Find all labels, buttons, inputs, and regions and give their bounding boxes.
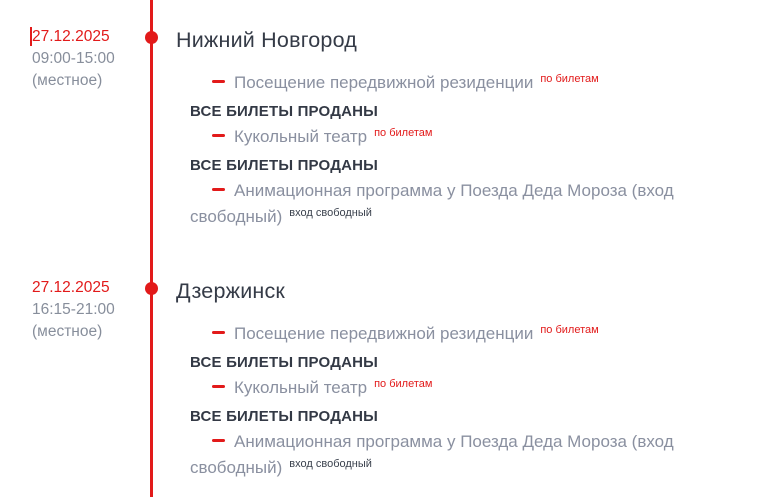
tickets-required-tag[interactable]: по билетам bbox=[374, 378, 433, 390]
event-title: Посещение передвижной резиденции bbox=[234, 73, 534, 92]
sold-out-status: ВСЕ БИЛЕТЫ ПРОДАНЫ bbox=[190, 102, 379, 120]
dash-bullet-icon bbox=[212, 439, 225, 442]
stop-body bbox=[176, 26, 760, 232]
stop-date-text: 27.12.2025 bbox=[32, 28, 110, 45]
sold-out-status: ВСЕ БИЛЕТЫ ПРОДАНЫ bbox=[190, 353, 379, 371]
dash-bullet-icon bbox=[212, 134, 225, 137]
event-item bbox=[190, 178, 720, 232]
free-entry-tag: вход свободный bbox=[289, 206, 372, 219]
event-item bbox=[190, 375, 720, 404]
tickets-required-tag[interactable]: по билетам bbox=[540, 73, 599, 85]
sold-out-status: ВСЕ БИЛЕТЫ ПРОДАНЫ bbox=[190, 407, 379, 425]
dash-bullet-icon bbox=[212, 385, 225, 388]
event-item bbox=[190, 321, 720, 350]
event-list bbox=[190, 321, 720, 483]
event-title: Кукольный театр bbox=[234, 378, 368, 397]
event-title: Анимационная программа у Поезда Деда Мороза (вход свободный) bbox=[190, 432, 674, 477]
event-item bbox=[190, 124, 720, 153]
event-title: Кукольный театр bbox=[234, 127, 368, 146]
stop-date bbox=[32, 277, 162, 299]
tickets-required-tag[interactable]: по билетам bbox=[540, 324, 599, 336]
dash-bullet-icon bbox=[212, 331, 225, 334]
city-title: Нижний Новгород bbox=[176, 28, 358, 52]
stop-datetime bbox=[32, 277, 162, 343]
event-item bbox=[190, 70, 720, 99]
event-title: Посещение передвижной резиденции bbox=[234, 324, 534, 343]
dash-bullet-icon bbox=[212, 188, 225, 191]
stop-timezone: (местное) bbox=[32, 72, 103, 89]
stop-datetime bbox=[32, 26, 162, 92]
stop-body bbox=[176, 277, 760, 483]
stop-date bbox=[32, 26, 162, 48]
city-title: Дзержинск bbox=[176, 279, 286, 303]
sold-out-status: ВСЕ БИЛЕТЫ ПРОДАНЫ bbox=[190, 156, 379, 174]
stop-section-dzerzhinsk bbox=[0, 277, 760, 483]
dash-bullet-icon bbox=[212, 80, 225, 83]
stop-timezone: (местное) bbox=[32, 323, 103, 340]
stop-section-nizhny-novgorod bbox=[0, 26, 760, 232]
tickets-required-tag[interactable]: по билетам bbox=[374, 127, 433, 139]
timeline-dot bbox=[145, 282, 158, 295]
stop-time: 09:00-15:00 bbox=[32, 50, 115, 67]
text-caret bbox=[30, 27, 32, 46]
event-item bbox=[190, 429, 720, 483]
event-list bbox=[190, 70, 720, 232]
stop-date-text: 27.12.2025 bbox=[32, 279, 110, 296]
free-entry-tag: вход свободный bbox=[289, 457, 372, 470]
timeline-dot bbox=[145, 31, 158, 44]
stop-time: 16:15-21:00 bbox=[32, 301, 115, 318]
event-title: Анимационная программа у Поезда Деда Мороза (вход свободный) bbox=[190, 181, 674, 226]
